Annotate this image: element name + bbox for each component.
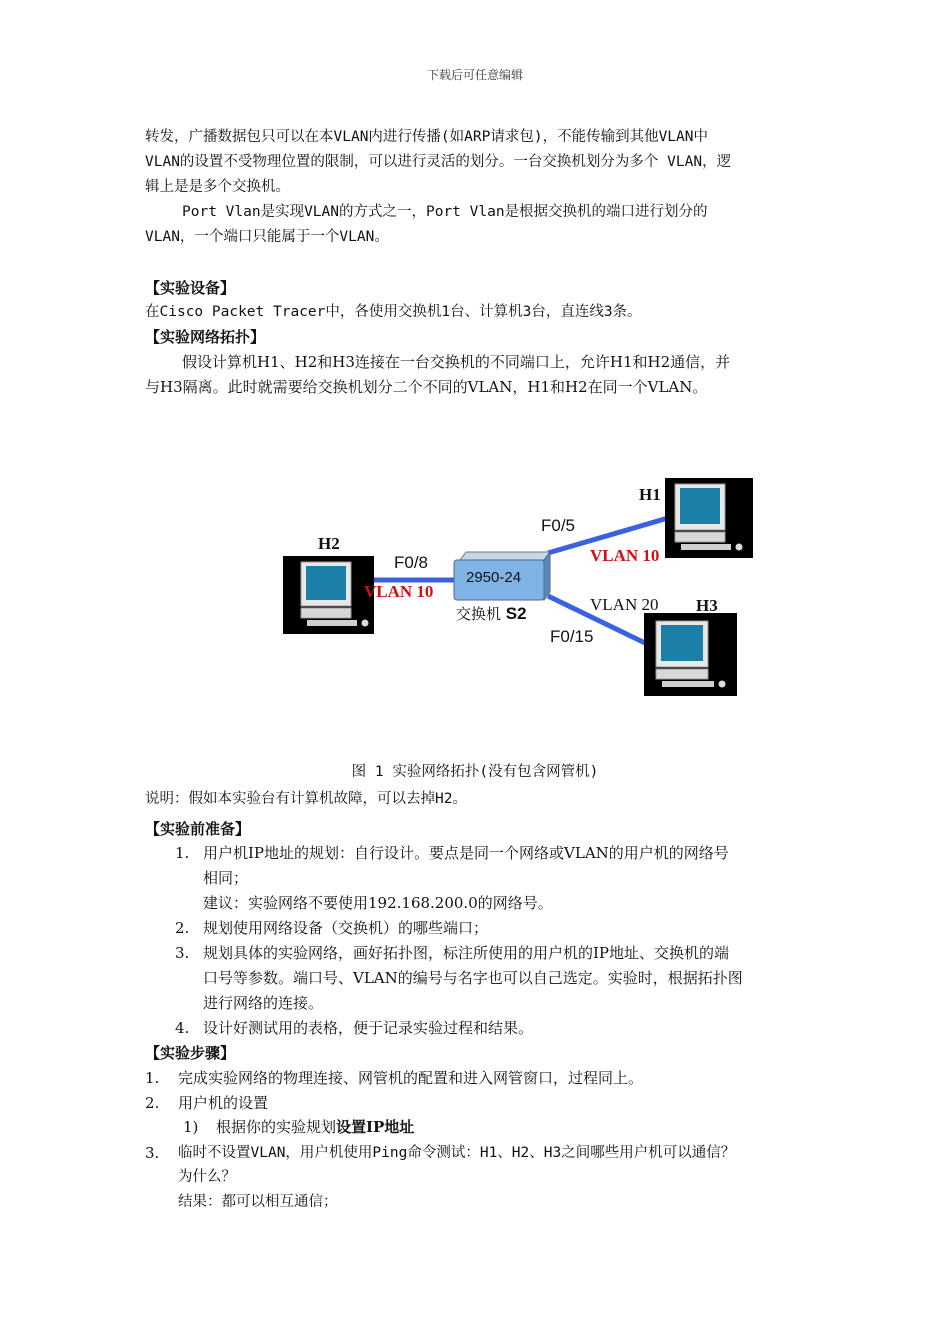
equipment-text: 在Cisco Packet Tracer中，各使用交换机1台、计算机3台，直连线3条。 bbox=[145, 304, 642, 320]
intro-line-3: 辑上是是多个交换机。 bbox=[145, 179, 290, 195]
step-3-line-2: 为什么？ bbox=[178, 1169, 236, 1185]
intro-line-2: VLAN的设置不受物理位置的限制，可以进行灵活的划分。一台交换机划分为多个 VLAN，逻 bbox=[145, 154, 732, 170]
port-f0-15-label: F0/15 bbox=[550, 627, 594, 646]
figure-caption: 图 1 实验网络拓扑(没有包含网管机) bbox=[351, 764, 599, 780]
h3-label: H3 bbox=[696, 596, 718, 615]
prep-item-3-line-2: 口号等参数。端口号、VLAN的编号与名字也可以自己选定。实验时，根据拓扑图 bbox=[203, 969, 743, 987]
switch-name-prefix: 交换机 bbox=[456, 605, 506, 623]
vlan-h2-clip bbox=[364, 582, 446, 602]
step-2-sub-bold: 设置IP地址 bbox=[336, 1118, 415, 1136]
h2-label: H2 bbox=[318, 534, 340, 553]
intro-line-5: VLAN，一个端口只能属于一个VLAN。 bbox=[145, 229, 389, 245]
h3-computer[interactable] bbox=[644, 613, 737, 696]
topology-heading: 【实验网络拓扑】 bbox=[145, 328, 266, 346]
switch-model-label: 2950-24 bbox=[466, 569, 522, 586]
port-f0-5-label: F0/5 bbox=[541, 516, 576, 535]
switch-s2[interactable] bbox=[452, 550, 552, 605]
prep-item-3-line-3: 进行网络的连接。 bbox=[203, 994, 324, 1012]
prep-item-1-line-3: 建议：实验网络不要使用192.168.200.0的网络号。 bbox=[203, 894, 553, 912]
vlan-h1-clip bbox=[590, 546, 664, 566]
prep-item-3-num: 3. bbox=[175, 944, 190, 962]
vlan-h3-label: VLAN 20 bbox=[590, 595, 659, 614]
switch-name: S2 bbox=[505, 604, 527, 623]
step-2-sub-text: 根据你的实验规划 bbox=[216, 1118, 337, 1136]
h1-label: H1 bbox=[639, 485, 661, 504]
prep-heading: 【实验前准备】 bbox=[145, 820, 251, 838]
step-3-line-3: 结果：都可以相互通信； bbox=[178, 1194, 338, 1210]
topology-line-2: 与H3隔离。此时就需要给交换机划分二个不同的VLAN，H1和H2在同一个VLAN。 bbox=[145, 378, 708, 396]
prep-item-2-num: 2. bbox=[175, 919, 190, 937]
equipment-heading: 【实验设备】 bbox=[145, 279, 236, 297]
prep-item-1-num: 1. bbox=[175, 844, 190, 862]
switch-name-label bbox=[456, 603, 527, 624]
prep-item-4-line-1: 设计好测试用的表格，便于记录实验过程和结果。 bbox=[203, 1019, 534, 1037]
prep-item-1-line-1: 用户机IP地址的规划：自行设计。要点是同一个网络或VLAN的用户机的网络号 bbox=[203, 844, 729, 862]
prep-item-3-line-1: 规划具体的实验网络，画好拓扑图，标注所使用的用户机的IP地址、交换机的端 bbox=[203, 944, 730, 962]
port-f0-8-label: F0/8 bbox=[394, 553, 429, 572]
vlan-h1-label: VLAN 10 bbox=[590, 546, 660, 565]
step-1-num: 1. bbox=[145, 1069, 160, 1087]
topology-line-1: 假设计算机H1、H2和H3连接在一台交换机的不同端口上，允许H1和H2通信，并 bbox=[182, 353, 731, 371]
network-topology-diagram bbox=[280, 470, 760, 700]
step-2-sub-num: 1) bbox=[183, 1118, 199, 1136]
h1-computer[interactable] bbox=[665, 478, 753, 558]
steps-heading: 【实验步骤】 bbox=[145, 1044, 236, 1062]
step-1-text: 完成实验网络的物理连接、网管机的配置和进入网管窗口，过程同上。 bbox=[178, 1069, 644, 1087]
step-2-text: 用户机的设置 bbox=[178, 1094, 269, 1112]
prep-item-1-line-2: 相同； bbox=[203, 869, 249, 887]
intro-line-1: 转发，广播数据包只可以在本VLAN内进行传播(如ARP请求包)，不能传输到其他VLAN中 bbox=[145, 129, 708, 145]
computer-icon bbox=[283, 556, 374, 634]
step-3-line-1: 临时不设置VLAN，用户机使用Ping命令测试：H1、H2、H3之间哪些用户机可以通信？ bbox=[178, 1145, 736, 1161]
prep-item-4-num: 4. bbox=[175, 1019, 190, 1037]
prep-item-2-line-1: 规划使用网络设备（交换机）的哪些端口； bbox=[203, 919, 489, 937]
step-2-sub-line bbox=[216, 1115, 414, 1140]
step-2-num: 2. bbox=[145, 1094, 160, 1112]
intro-line-4: Port Vlan是实现VLAN的方式之一，Port Vlan是根据交换机的端口进行划分的 bbox=[182, 204, 708, 220]
vlan-h2-label: VLAN 10 bbox=[364, 582, 434, 601]
step-3-num: 3. bbox=[145, 1144, 160, 1162]
h2-computer[interactable] bbox=[283, 556, 374, 634]
computer-icon bbox=[644, 613, 737, 696]
computer-icon bbox=[665, 478, 753, 558]
page-header: 下载后可任意编辑 bbox=[426, 68, 523, 82]
note-text: 说明：假如本实验台有计算机故障，可以去掉H2。 bbox=[145, 791, 467, 807]
